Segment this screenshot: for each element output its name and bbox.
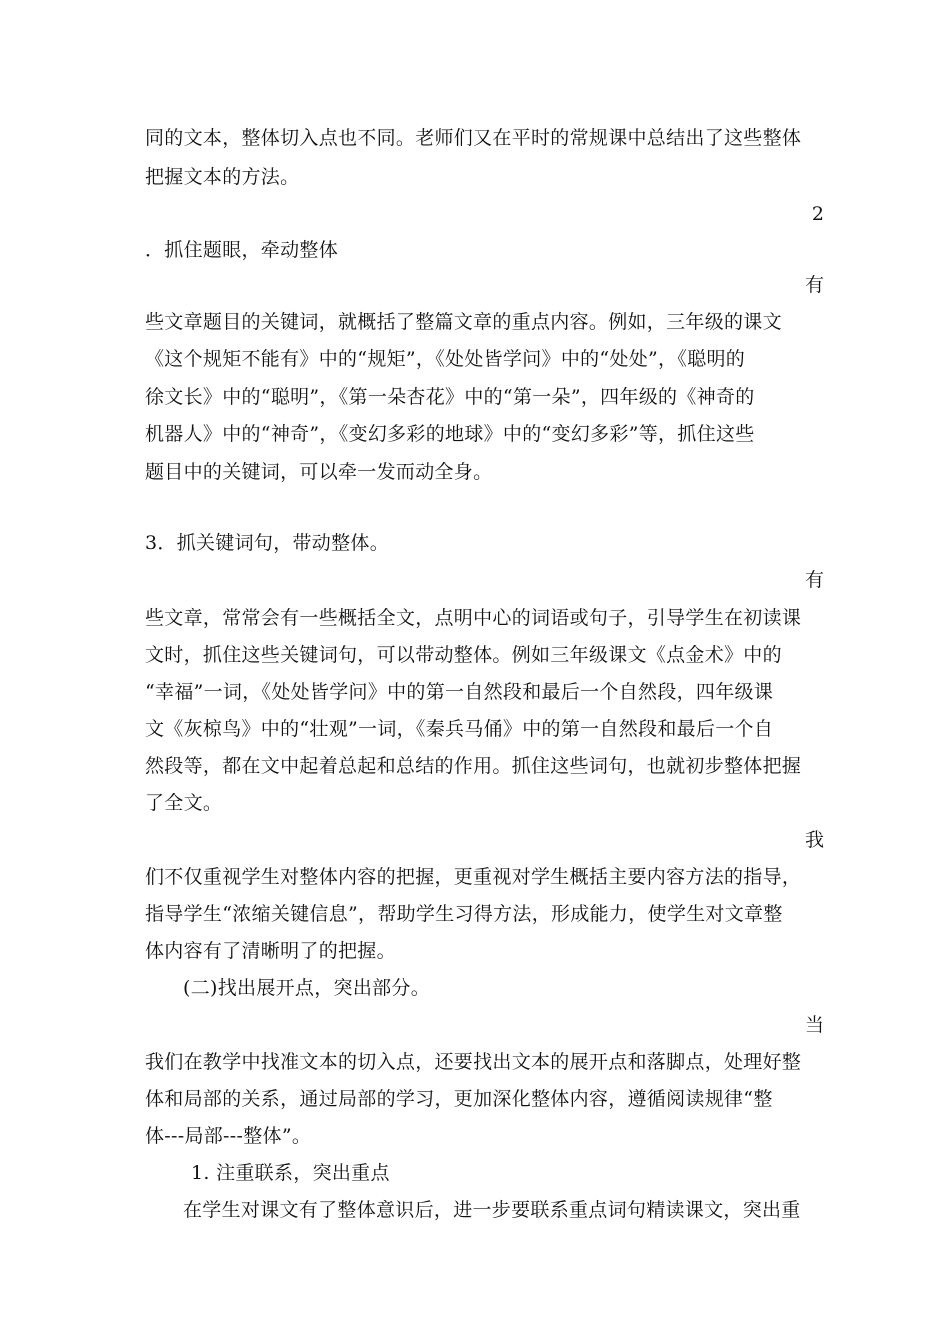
- section-heading: 3．抓关键词句，带动整体。: [145, 532, 389, 554]
- text-line: 题目中的关键词，可以牵一发而动全身。: [145, 461, 493, 483]
- section-heading: ．抓住题眼，牵动整体: [145, 239, 339, 261]
- text-line-fragment: 我: [804, 829, 824, 851]
- text-line: 们不仅重视学生对整体内容的把握，更重视对学生概括主要内容方法的指导，: [145, 866, 802, 888]
- text-line: 指导学生“浓缩关键信息”，帮助学生习得方法，形成能力，使学生对文章整: [145, 903, 783, 925]
- text-line: 徐文长》中的“聪明”，《第一朵杏花》中的“第一朵”，四年级的《神奇的: [145, 386, 755, 408]
- text-line: 文《灰椋鸟》中的“壮观”一词，《秦兵马俑》中的第一自然段和最后一个自: [145, 718, 774, 740]
- text-line-fragment: 有: [804, 569, 824, 591]
- section-heading: (二)找出展开点，突出部分。: [183, 977, 431, 999]
- text-line: 我们在教学中找准文本的切入点，还要找出文本的展开点和落脚点，处理好整: [145, 1051, 802, 1073]
- text-line: 文时，抓住这些关键词句，可以带动整体。例如三年级课文《点金术》中的: [145, 644, 782, 666]
- page-number-fragment: 2: [811, 203, 824, 225]
- text-line: 些文章题目的关键词，就概括了整篇文章的重点内容。例如，三年级的课文: [145, 311, 782, 333]
- text-line: 同的文本，整体切入点也不同。老师们又在平时的常规课中总结出了这些整体: [145, 127, 802, 149]
- text-line-fragment: 有: [804, 274, 824, 296]
- text-line: 然段等，都在文中起着总起和总结的作用。抓住这些词句，也就初步整体把握: [145, 755, 802, 777]
- text-line-fragment: 当: [804, 1014, 824, 1036]
- text-line: 了全文。: [145, 792, 223, 814]
- text-line: 些文章，常常会有一些概括全文，点明中心的词语或句子，引导学生在初读课: [145, 607, 802, 629]
- text-line: 体---局部---整体”。: [145, 1125, 312, 1147]
- text-line: “幸福”一词，《处处皆学问》中的第一自然段和最后一个自然段，四年级课: [145, 681, 774, 703]
- text-line: 在学生对课文有了整体意识后，进一步要联系重点词句精读课文，突出重: [183, 1199, 801, 1221]
- text-line: 体内容有了清晰明了的把握。: [145, 940, 396, 962]
- subsection-heading: 1. 注重联系，突出重点: [191, 1162, 390, 1184]
- text-line: 《这个规矩不能有》中的“规矩”，《处处皆学问》中的“处处”，《聪明的: [145, 348, 746, 370]
- text-line: 机器人》中的“神奇”，《变幻多彩的地球》中的“变幻多彩”等，抓住这些: [145, 423, 755, 445]
- text-line: 体和局部的关系，通过局部的学习，更加深化整体内容，遵循阅读规律“整: [145, 1088, 773, 1110]
- text-line: 把握文本的方法。: [145, 166, 300, 188]
